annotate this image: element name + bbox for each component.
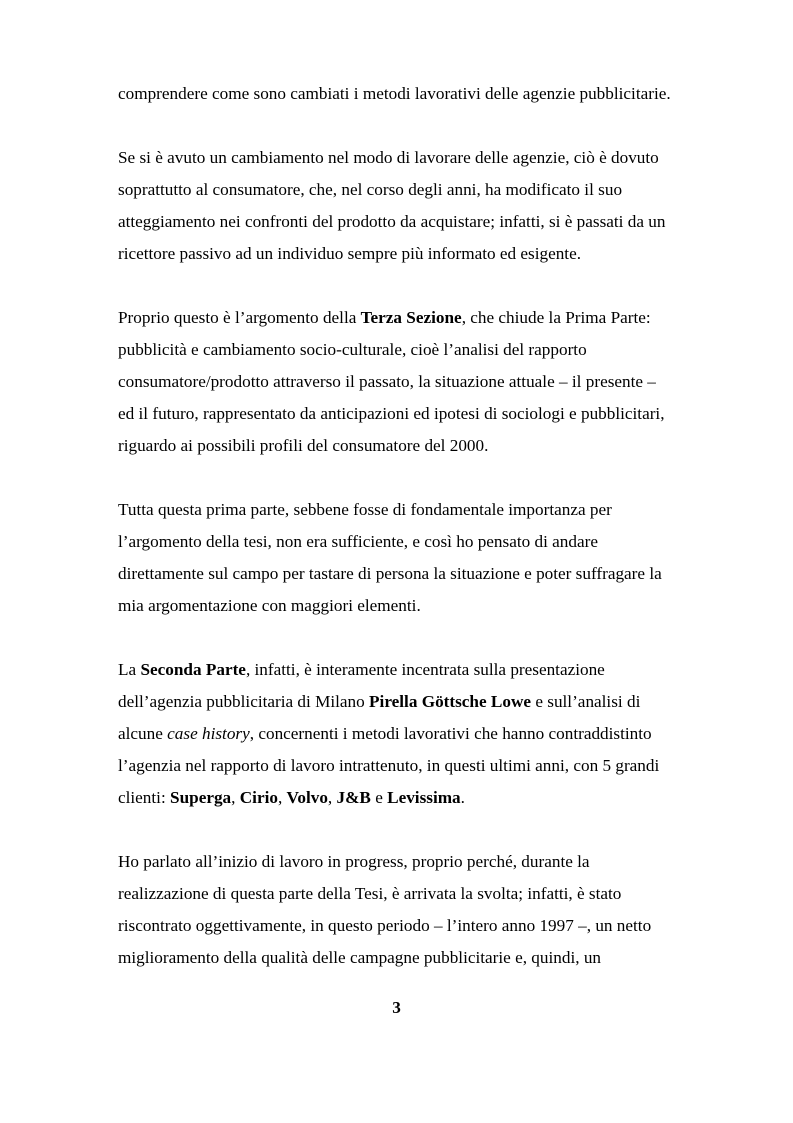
text-line: [118, 142, 698, 174]
text-line: [118, 430, 698, 462]
text-run: ,: [277, 788, 287, 807]
text-run: riguardo ai possibili profili del consumatore del 2000.: [118, 436, 489, 455]
text-run: Tutta questa prima parte, sebbene fosse di fondamentale importanza per: [118, 500, 612, 519]
paragraph: [118, 142, 698, 270]
paragraph: [118, 846, 698, 974]
text-run: soprattutto al consumatore, che, nel corso degli anni, ha modificato il suo: [118, 180, 623, 199]
bold-text: Superga: [170, 788, 232, 807]
text-line: [118, 942, 698, 974]
bold-text: Levissima: [387, 788, 461, 807]
text-line: [118, 366, 698, 398]
text-line: [118, 398, 698, 430]
text-run: Se si è avuto un cambiamento nel modo di lavorare delle agenzie, ciò è dovuto: [118, 148, 659, 167]
text-run: riscontrato oggettivamente, in questo periodo – l’intero anno 1997 –, un netto: [118, 916, 652, 935]
text-line: [118, 910, 698, 942]
text-run: realizzazione di questa parte della Tesi, è arrivata la svolta; infatti, è stato: [118, 884, 622, 903]
text-run: comprendere come sono cambiati i metodi lavorativi delle agenzie pubblicitarie.: [118, 84, 671, 103]
text-run: l’argomento della tesi, non era sufficiente, e così ho pensato di andare: [118, 532, 598, 551]
text-run: La: [118, 660, 141, 679]
bold-text: Terza Sezione: [360, 308, 462, 327]
text-line: [118, 174, 698, 206]
bold-text: Cirio: [239, 788, 278, 807]
text-run: Ho parlato all’inizio di lavoro in progress, proprio perché, durante la: [118, 852, 590, 871]
text-run: e sull’analisi di: [531, 692, 641, 711]
text-run: e: [370, 788, 388, 807]
text-run: ed il futuro, rappresentato da anticipazioni ed ipotesi di sociologi e pubblicitari,: [118, 404, 665, 423]
text-run: .: [460, 788, 465, 807]
text-line: [118, 654, 698, 686]
text-run: ricettore passivo ad un individuo sempre più informato ed esigente.: [118, 244, 581, 263]
text-run: atteggiamento nei confronti del prodotto da acquistare; infatti, si è passati da un: [118, 212, 666, 231]
italic-text: case history: [167, 724, 250, 743]
text-line: [118, 78, 698, 110]
text-run: ,: [327, 788, 337, 807]
paragraph: [118, 654, 698, 814]
text-run: l’agenzia nel rapporto di lavoro intrattenuto, in questi ultimi anni, con 5 grandi: [118, 756, 660, 775]
text-run: clienti:: [118, 788, 171, 807]
paragraph: [118, 302, 698, 462]
text-line: [118, 750, 698, 782]
text-line: [118, 846, 698, 878]
text-run: pubblicità e cambiamento socio-culturale, cioè l’analisi del rapporto: [118, 340, 587, 359]
text-run: mia argomentazione con maggiori elementi.: [118, 596, 421, 615]
text-run: , concernenti i metodi lavorativi che hanno contraddistinto: [249, 724, 652, 743]
text-run: , che chiude la Prima Parte:: [461, 308, 651, 327]
text-line: [118, 782, 698, 814]
text-line: [118, 526, 698, 558]
text-run: miglioramento della qualità delle campagne pubblicitarie e, quindi, un: [118, 948, 602, 967]
text-run: ,: [231, 788, 240, 807]
text-line: [118, 302, 698, 334]
text-run: , infatti, è interamente incentrata sulla presentazione: [245, 660, 605, 679]
text-line: [118, 494, 698, 526]
bold-text: Seconda Parte: [140, 660, 246, 679]
text-run: Proprio questo è l’argomento della: [118, 308, 361, 327]
bold-text: Volvo: [286, 788, 328, 807]
text-line: [118, 718, 698, 750]
text-run: direttamente sul campo per tastare di persona la situazione e poter suffragare la: [118, 564, 662, 583]
text-line: [118, 590, 698, 622]
text-line: [118, 558, 698, 590]
text-line: [118, 878, 698, 910]
text-run: alcune: [118, 724, 168, 743]
text-line: [118, 334, 698, 366]
document-body: [118, 78, 698, 1006]
page-number: 3: [392, 998, 401, 1017]
text-run: dell’agenzia pubblicitaria di Milano: [118, 692, 370, 711]
paragraph: [118, 78, 698, 110]
bold-text: Pirella Göttsche Lowe: [369, 692, 532, 711]
text-run: consumatore/prodotto attraverso il passato, la situazione attuale – il presente –: [118, 372, 656, 391]
text-line: [118, 206, 698, 238]
bold-text: J&B: [336, 788, 371, 807]
text-line: [118, 686, 698, 718]
paragraph: [118, 494, 698, 622]
text-line: [118, 238, 698, 270]
